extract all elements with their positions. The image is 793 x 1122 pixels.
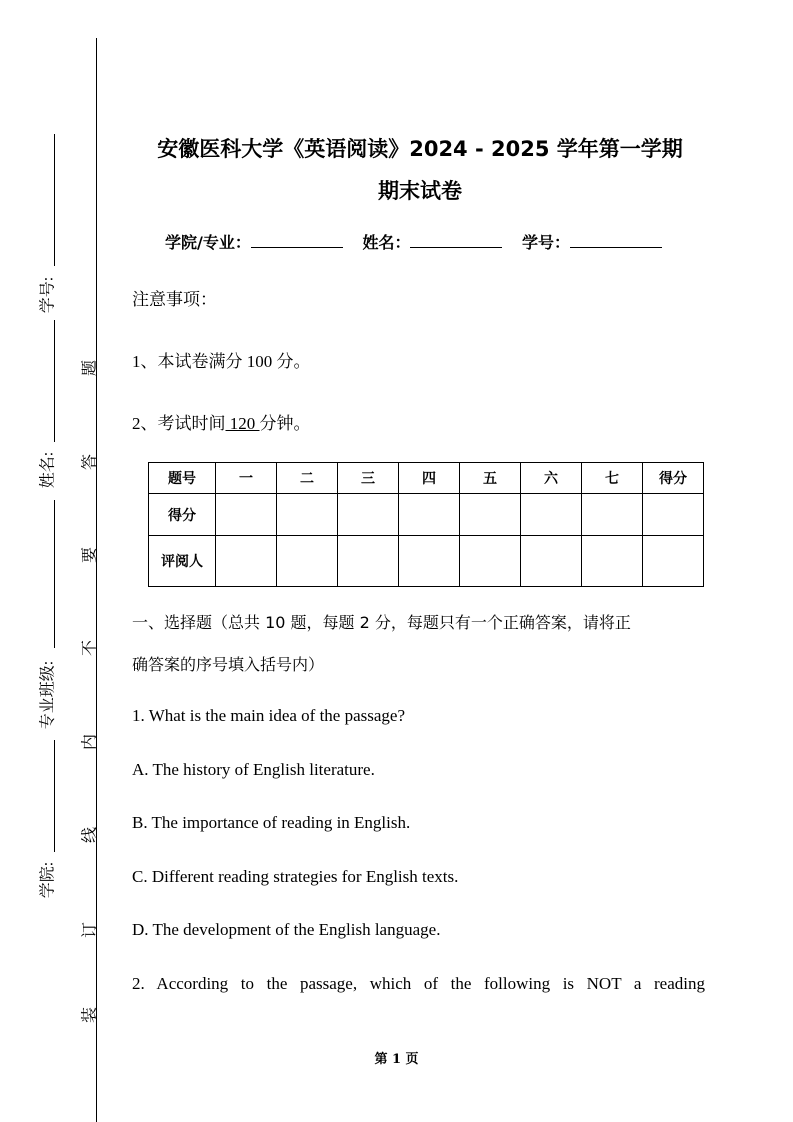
exam-subtitle: 期末试卷	[378, 179, 462, 203]
blank-line	[54, 134, 55, 266]
note-text: 分钟。	[259, 414, 311, 433]
name-blank[interactable]	[410, 233, 502, 248]
table-header: 三	[338, 463, 399, 494]
table-header: 一	[216, 463, 277, 494]
margin-label-name: 姓名:	[39, 451, 57, 489]
score-cell	[399, 494, 460, 536]
table-header: 七	[582, 463, 643, 494]
score-cell	[277, 536, 338, 587]
score-table	[148, 462, 704, 587]
seal-char: 装	[81, 1006, 99, 1024]
option: C. Different reading strategies for English texts.	[132, 867, 459, 886]
question: 2. According to the passage, which of the following is NOT a reading	[132, 974, 705, 993]
blank-line	[54, 320, 55, 442]
score-cell	[277, 494, 338, 536]
score-cell	[460, 536, 521, 587]
score-cell	[521, 494, 582, 536]
college-blank[interactable]	[251, 233, 343, 248]
table-row	[149, 494, 704, 536]
page-number: 第 1 页	[374, 1052, 419, 1067]
blank-line	[54, 740, 55, 852]
seal-char: 答	[81, 453, 99, 471]
score-cell	[521, 536, 582, 587]
seal-char: 不	[81, 639, 99, 657]
margin-label-id: 学号:	[39, 276, 57, 314]
id-blank[interactable]	[570, 233, 662, 248]
note-text: 2、考试时间	[132, 414, 226, 433]
binding-line	[96, 38, 97, 1122]
margin-label-college: 学院:	[39, 861, 57, 899]
table-header: 得分	[643, 463, 704, 494]
notes-heading: 注意事项：	[132, 290, 217, 309]
seal-char: 订	[81, 921, 99, 939]
table-row	[149, 536, 704, 587]
margin-label-class: 专业班级:	[39, 660, 57, 730]
score-cell	[216, 536, 277, 587]
college-label: 学院/专业：	[165, 233, 251, 252]
row-label: 评阅人	[149, 536, 216, 587]
seal-char: 线	[81, 826, 99, 844]
option: A. The history of English literature.	[132, 760, 375, 779]
question: 1. What is the main idea of the passage?	[132, 706, 406, 725]
score-cell	[460, 494, 521, 536]
id-label: 学号：	[522, 233, 571, 252]
score-cell	[338, 536, 399, 587]
seal-char: 题	[81, 359, 99, 377]
score-cell	[643, 494, 704, 536]
note-item: 1、本试卷满分 100 分。	[132, 352, 311, 371]
section-heading: 确答案的序号填入括号内）	[132, 655, 325, 674]
name-label: 姓名：	[362, 233, 411, 252]
table-header: 五	[460, 463, 521, 494]
score-cell	[399, 536, 460, 587]
option: B. The importance of reading in English.	[132, 813, 411, 832]
option: D. The development of the English language.	[132, 920, 441, 939]
score-cell	[643, 536, 704, 587]
seal-char: 要	[81, 546, 99, 564]
section-heading: 一、选择题（总共 10 题，每题 2 分，每题只有一个正确答案，请将正	[132, 613, 631, 632]
exam-title: 安徽医科大学《英语阅读》2024 - 2025 学年第一学期	[157, 137, 683, 161]
exam-duration: 120	[225, 414, 260, 433]
row-label: 得分	[149, 494, 216, 536]
score-cell	[338, 494, 399, 536]
blank-line	[54, 500, 55, 648]
score-cell	[582, 536, 643, 587]
student-info	[165, 230, 676, 253]
table-header: 六	[521, 463, 582, 494]
score-cell	[216, 494, 277, 536]
table-header: 题号	[149, 463, 216, 494]
score-cell	[582, 494, 643, 536]
table-header: 二	[277, 463, 338, 494]
table-header: 四	[399, 463, 460, 494]
seal-char: 内	[81, 733, 99, 751]
note-item	[132, 409, 311, 434]
